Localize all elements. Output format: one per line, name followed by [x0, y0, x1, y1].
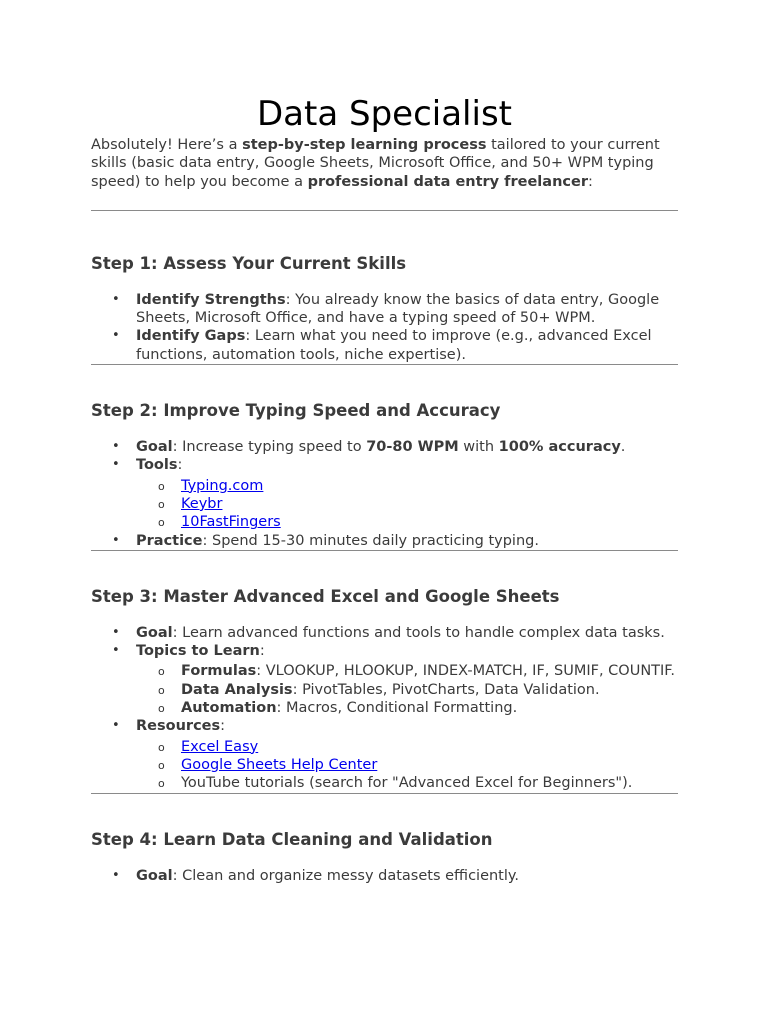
- item-label: Identify Strengths: [136, 291, 286, 308]
- intro-text: tailored to your current skills (basic data entry, Google Sheets, Microsoft Office, and 50+ WPM typing speed) to help you become a: [91, 137, 660, 190]
- tools-sublist: [136, 477, 678, 532]
- list-item: [91, 532, 678, 550]
- item-text: : VLOOKUP, HLOOKUP, INDEX-MATCH, IF, SUMIF, COUNTIF.: [256, 663, 675, 680]
- list-item: [91, 624, 678, 642]
- item-text: YouTube tutorials (search for "Advanced Excel for Beginners").: [181, 775, 633, 792]
- item-text: : Macros, Conditional Formatting.: [276, 700, 518, 717]
- step1-list: [91, 291, 678, 364]
- item-text: : Spend 15-30 minutes daily practicing typing.: [202, 532, 539, 549]
- intro-text: :: [587, 173, 593, 190]
- item-text: with: [458, 439, 499, 456]
- link-excel-easy[interactable]: Excel Easy: [181, 738, 259, 755]
- item-text: : Learn advanced functions and tools to handle complex data tasks.: [172, 624, 665, 641]
- item-label: Goal: [136, 624, 173, 641]
- step1-heading: Step 1: Assess Your Current Skills: [91, 253, 407, 273]
- item-label: Goal: [136, 439, 173, 456]
- sublist-item: [136, 681, 678, 699]
- intro-bold-process: step-by-step learning process: [242, 137, 487, 153]
- item-label: Practice: [136, 532, 203, 549]
- intro-text: Absolutely! Here’s a: [91, 137, 243, 153]
- list-item: [91, 867, 678, 885]
- intro-bold-freelancer: professional data entry freelancer: [307, 173, 588, 190]
- item-text: : You already know the basics of data entry, Google Sheets, Microsoft Office, and have a typing speed of 50+ WPM.: [136, 291, 660, 327]
- link-keybr[interactable]: Keybr: [181, 495, 223, 512]
- item-bold: 100% accuracy: [498, 439, 621, 456]
- item-label: Identify Gaps: [136, 328, 246, 345]
- link-10fastfingers[interactable]: 10FastFingers: [181, 514, 281, 531]
- sublist-item: [136, 662, 678, 680]
- document-content: [91, 92, 678, 885]
- step2-heading: Step 2: Improve Typing Speed and Accuracy: [91, 401, 501, 421]
- sublist-item: [136, 495, 678, 513]
- item-text: :: [259, 643, 265, 660]
- item-label: Data Analysis: [181, 681, 293, 698]
- list-item: [91, 438, 678, 456]
- item-label: Topics to Learn: [136, 643, 260, 660]
- step3-heading: Step 3: Master Advanced Excel and Google Sheets: [91, 586, 560, 606]
- list-item: [91, 291, 678, 328]
- list-item: [91, 327, 678, 364]
- intro-paragraph: [91, 136, 678, 191]
- resources-sublist: [136, 738, 678, 793]
- step4-list: [91, 867, 678, 885]
- step3-list: [91, 624, 678, 793]
- sublist-item: [136, 477, 678, 495]
- sublist-item: [136, 774, 678, 792]
- list-item: [91, 717, 678, 792]
- item-text: :: [220, 718, 226, 735]
- item-bold: 70-80 WPM: [366, 439, 459, 456]
- item-text: : Clean and organize messy datasets efficiently.: [172, 867, 520, 884]
- item-text: : Learn what you need to improve (e.g., advanced Excel functions, automation tools, niche expertise).: [136, 328, 652, 363]
- topics-sublist: [136, 662, 678, 717]
- sublist-item: [136, 738, 678, 756]
- sublist-item: [136, 756, 678, 774]
- item-text: :: [177, 457, 183, 474]
- item-label: Automation: [181, 700, 277, 717]
- sublist-item: [136, 513, 678, 531]
- item-label: Goal: [136, 867, 173, 884]
- sublist-item: [136, 699, 678, 717]
- step4-heading: Step 4: Learn Data Cleaning and Validation: [91, 829, 493, 849]
- item-label: Resources: [136, 718, 221, 735]
- item-text: : PivotTables, PivotCharts, Data Validation.: [292, 681, 600, 698]
- item-text: : Increase typing speed to: [172, 439, 367, 456]
- link-google-sheets-help-center[interactable]: Google Sheets Help Center: [181, 756, 378, 773]
- step2-list: [91, 438, 678, 550]
- link-typing-com[interactable]: Typing.com: [181, 477, 264, 494]
- page-title: Data Specialist: [257, 94, 512, 134]
- item-text: .: [620, 439, 626, 456]
- item-label: Formulas: [181, 663, 257, 680]
- item-label: Tools: [136, 457, 178, 474]
- list-item: [91, 456, 678, 531]
- list-item: [91, 642, 678, 717]
